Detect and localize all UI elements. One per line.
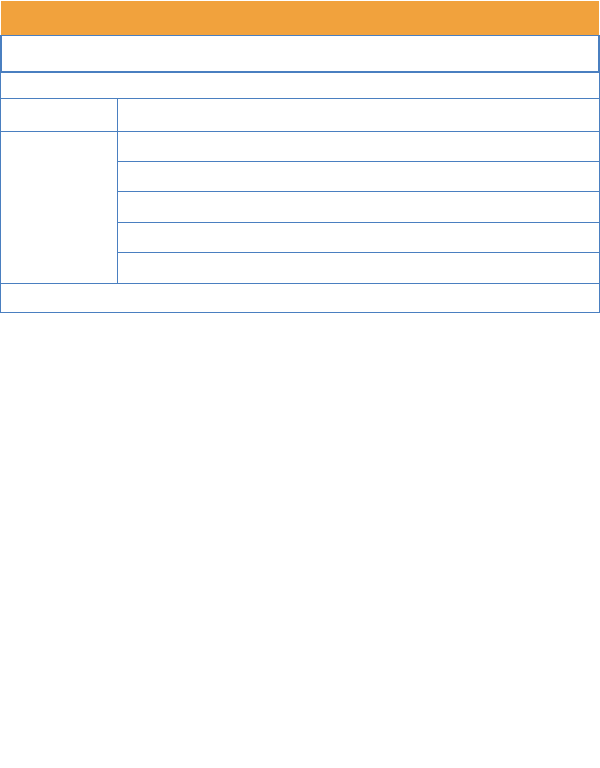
group-item [118,192,599,223]
table-row-group [0,132,600,284]
group-item [118,253,599,283]
row-time [1,99,118,131]
row-time [1,132,118,283]
section-forum [0,284,600,313]
row-content [118,99,599,131]
table-header [1,1,599,35]
section-opening [0,73,600,99]
group-item [118,162,599,192]
table-row [0,99,600,132]
group-item [118,223,599,253]
group-item [118,132,599,162]
date-location-box [0,35,600,73]
